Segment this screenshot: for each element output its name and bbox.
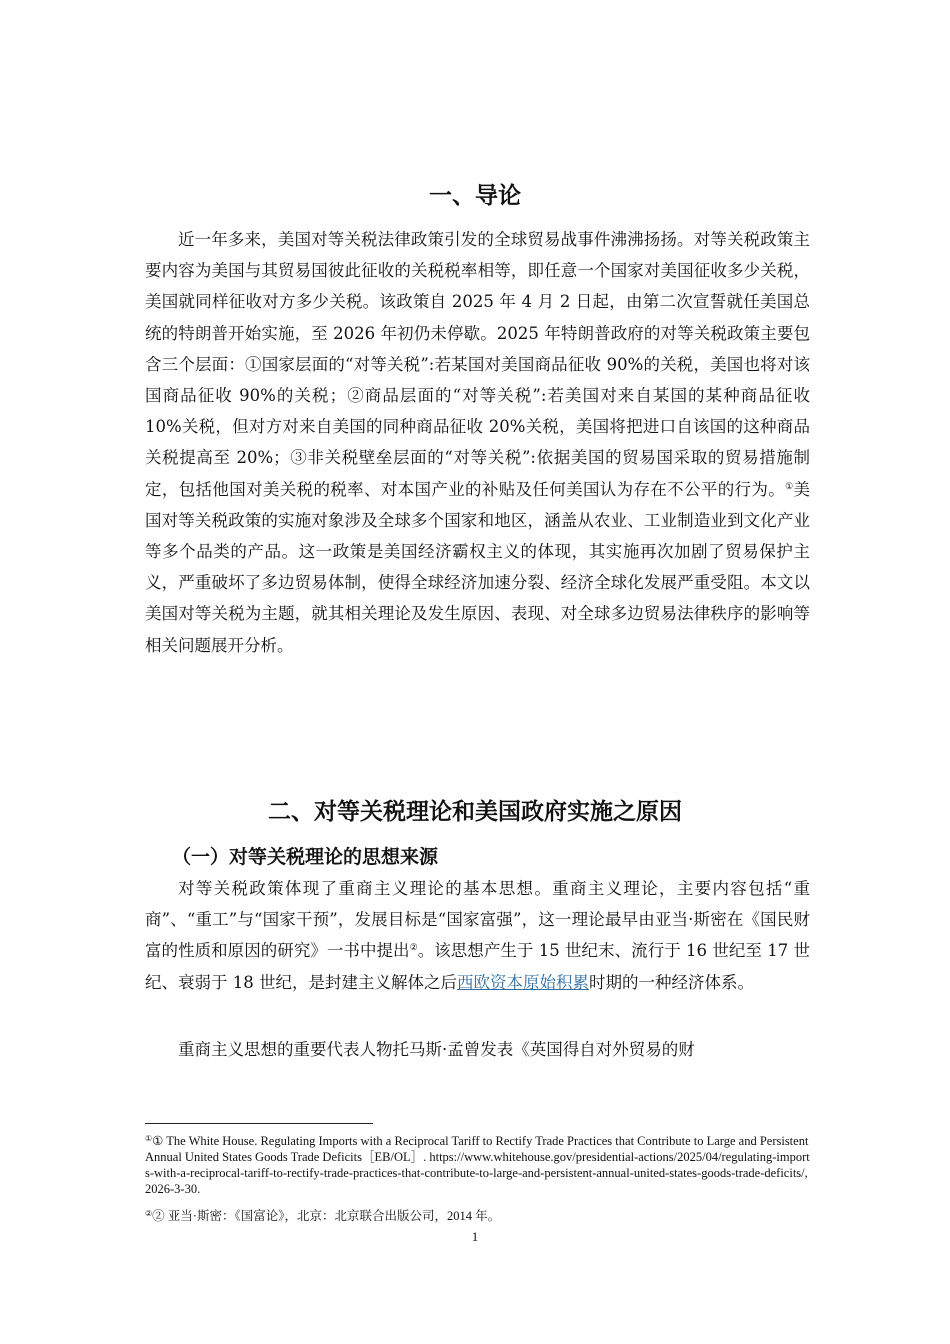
section-heading-introduction: 一、导论 (429, 183, 521, 209)
introduction-text-part1: 近一年多来，美国对等关税法律政策引发的全球贸易战事件沸沸扬扬。对等关税政策主要内容为美国与其贸易国彼此征收的关税税率相等，即任意一个国家对美国征收多少关税，美国就同样征收对方多少关税。该政策自 2025 年 4 月 2 日起，由第二次宣誓就任美国总统的特朗普开始实施，至 2026 年初仍未停歇。2025 年特朗普政府的对等关税政策主要包含三个层面：①国家层面的“对等关税”:若某国对美国商品征收 90%的关税，美国也将对该国商品征收 90%的关税；②商品层面的“对等关税”:若美国对来自某国的某种商品征收 10%关税，但对方对来自美国的同种商品征收 20%关税，美国将把进口自该国的这种商品关税提高至 20%；③非关税壁垒层面的“对等关税”:依据美国的贸易国采取的贸易措施制定，包括他国对美关税的税率、对本国产业的补贴及任何美国认为存在不公平的行为。 (145, 230, 810, 499)
introduction-text-part2: 美国对等关税政策的实施对象涉及全球多个国家和地区，涵盖从农业、工业制造业到文化产业等多个品类的产品。这一政策是美国经济霸权主义的体现，其实施再次加剧了贸易保护主义，严重破坏了多边贸易体制，使得全球经济加速分裂、经济全球化发展严重受阻。本文以美国对等关税为主题，就其相关理论及发生原因、表现、对全球多边贸易法律秩序的影响等相关问题展开分析。 (145, 479, 810, 655)
footnote-1 (145, 1133, 810, 1197)
capital-accumulation-link[interactable]: 西欧资本原始积累 (457, 972, 589, 992)
theory-paragraph-2: 重商主义思想的重要代表人物托马斯·孟曾发表《英国得自对外贸易的财 (178, 1040, 695, 1059)
section-heading-theory-and-causes: 二、对等关税理论和美国政府实施之原因 (268, 799, 682, 825)
footnote-separator (145, 1123, 373, 1124)
subsection-heading-theory-origin: （一）对等关税理论的思想来源 (172, 846, 439, 868)
theory-text-part1: 对等关税政策体现了重商主义理论的基本思想。重商主义理论，主要内容包括“重商”、“重工”与“国家干预”，发展目标是“国家富强”，这一理论最早由亚当·斯密在《国民财富的性质和原因的研究》一书中提出 (145, 879, 810, 961)
footnote-2 (145, 1208, 810, 1224)
page-number: 1 (471, 1229, 479, 1244)
theory-text-part2: 。该思想产生于 15 世纪末、流行于 16 世纪至 17 世纪、衰弱于 18 世纪，是封建主义解体之后 (145, 941, 810, 992)
footnote-2-mark: ② (145, 1209, 153, 1218)
footnote-ref-2[interactable]: ② (409, 943, 418, 954)
footnote-1-mark: ① (145, 1134, 153, 1143)
footnote-ref-1[interactable]: ① (785, 481, 794, 492)
footnote-1-text: ① The White House. Regulating Imports with a Reciprocal Tariff to Rectify Trade Practices that Contribute to Large and Persistent Annual United States Goods Trade Deficits［EB/OL］. https://www.whitehouse.gov/presidential-actions/2025/04/regulating-imports-with-a-reciprocal-tariff-to-rectify-trade-practices-that-contribute-to-large-and-persistent-annual-united-states-goods-trade-deficits/,2026-3-30. (145, 1134, 810, 1196)
introduction-paragraph (145, 224, 810, 661)
theory-text-part3: 时期的一种经济体系。 (589, 972, 754, 992)
theory-paragraph-1 (145, 873, 810, 998)
footnote-2-text: ② 亚当·斯密：《国富论》，北京：北京联合出版公司，2014 年。 (152, 1209, 501, 1223)
